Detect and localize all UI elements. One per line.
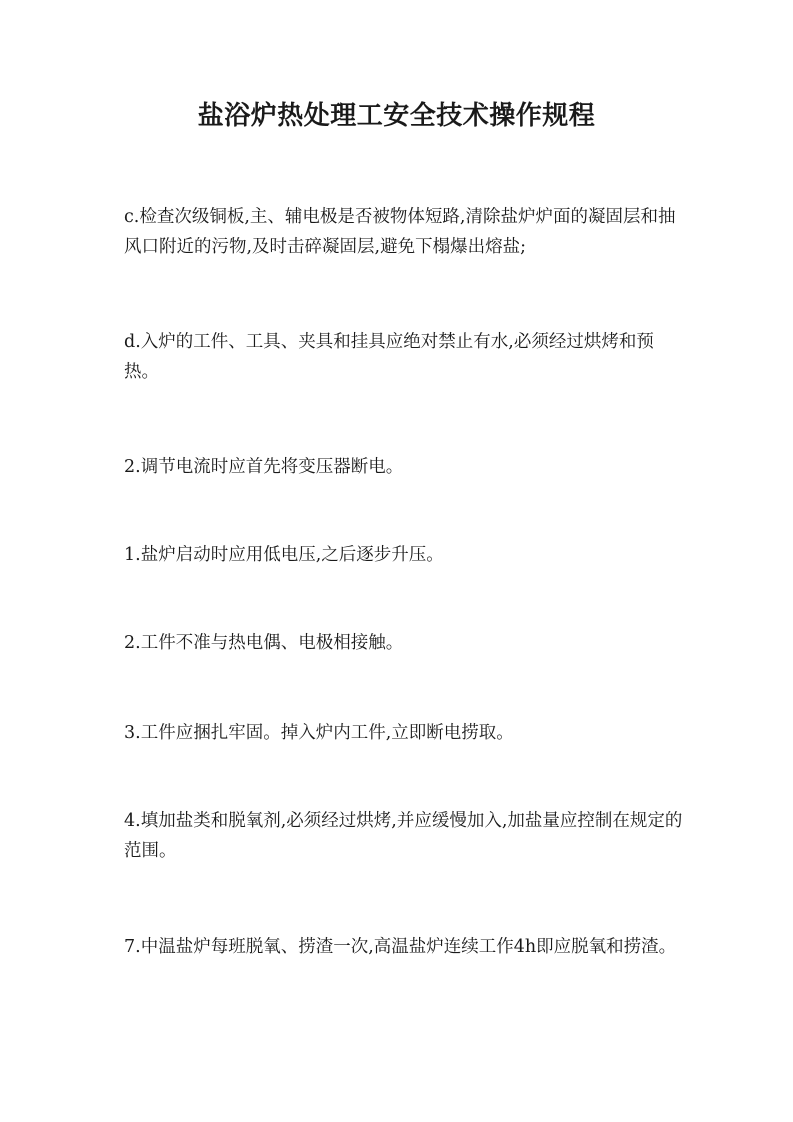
paragraph-check-electrodes: c.检查次级铜板,主、辅电极是否被物体短路,清除盐炉炉面的凝固层和抽风口附近的污物,及时击碎凝固层,避免下榻爆出熔盐;: [124, 207, 676, 257]
paragraph-no-water: d.入炉的工件、工具、夹具和挂具应绝对禁止有水,必须经过烘烤和预热。: [124, 332, 654, 382]
paragraph-add-salt: 4.填加盐类和脱氧剂,必须经过烘烤,并应缓慢加入,加盐量应控制在规定的范围。: [124, 811, 683, 861]
paragraph-adjust-current: 2.调节电流时应首先将变压器断电。: [124, 457, 404, 477]
paragraph-startup-voltage: 1.盐炉启动时应用低电压,之后逐步升压。: [124, 545, 444, 565]
paragraph-bind-workpiece: 3.工件应捆扎牢固。掉入炉内工件,立即断电捞取。: [124, 723, 514, 743]
paragraph-deoxidize: 7.中温盐炉每班脱氧、捞渣一次,高温盐炉连续工作4h即应脱氧和捞渣。: [124, 937, 677, 957]
document-title: 盐浴炉热处理工安全技术操作规程: [197, 101, 596, 131]
paragraph-no-contact: 2.工件不准与热电偶、电极相接触。: [124, 633, 404, 653]
